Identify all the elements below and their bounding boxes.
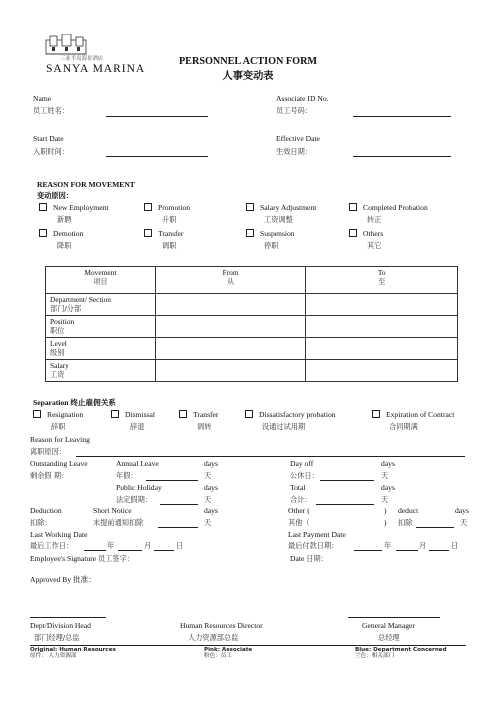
reason-leaving-field[interactable] <box>76 456 465 457</box>
from-cell[interactable] <box>155 360 306 382</box>
short-notice-label-cn: 未提前通知扣除 <box>93 518 144 527</box>
month-label: 月 <box>144 541 152 550</box>
option-transfer[interactable]: Transfer <box>144 229 183 238</box>
column-header-from: From 从 <box>155 267 306 294</box>
option-new-employment[interactable]: New Employment <box>39 203 108 212</box>
public-holiday-field[interactable] <box>160 504 198 505</box>
option-completed-probation[interactable]: Completed Probation <box>349 203 428 212</box>
days-label: days <box>204 459 218 468</box>
option-others[interactable]: Others <box>349 229 383 238</box>
days-label-cn: 天 <box>381 495 389 504</box>
signature-date-label: Date 日期： <box>290 554 328 563</box>
row-label-department: Department/ Section 部门/分部 <box>46 294 156 316</box>
option-suspension-cn: 停职 <box>264 241 279 250</box>
option-demotion-cn: 降职 <box>57 241 72 250</box>
hr-director-label: Human Resources Director <box>180 621 263 630</box>
to-cell[interactable] <box>306 360 458 382</box>
effective-date-field[interactable] <box>353 156 451 157</box>
from-cell[interactable] <box>155 316 306 338</box>
days-label-cn: 天 <box>460 518 468 527</box>
option-salary-adjustment-cn: 工资调整 <box>264 215 293 224</box>
reason-leaving-label-cn: 离职原因： <box>30 447 66 456</box>
option-resignation[interactable]: Resignation <box>33 410 83 419</box>
checkbox[interactable] <box>39 203 47 211</box>
lwd-month-field[interactable] <box>118 550 142 551</box>
other-deduction-label-cn: 其他（ <box>288 518 310 527</box>
days-label: days <box>204 506 218 515</box>
table-header-row <box>46 267 458 294</box>
option-new-employment-cn: 新聘 <box>57 215 72 224</box>
gm-label-cn: 总经理 <box>378 633 400 642</box>
effective-date-label: Effective Date <box>276 134 320 143</box>
to-cell[interactable] <box>306 316 458 338</box>
option-others-cn: 其它 <box>367 241 382 250</box>
row-label-position: Position 职位 <box>46 316 156 338</box>
footer-divider <box>30 645 466 646</box>
days-label: days <box>381 459 395 468</box>
column-header-movement: Movement 项目 <box>46 267 156 294</box>
last-payment-date-label-cn: 最后付款日期： <box>288 541 339 550</box>
option-suspension[interactable]: Suspension <box>246 229 295 238</box>
table-row <box>46 360 458 382</box>
associate-id-field[interactable] <box>353 116 451 117</box>
last-working-date-label: Last Working Date <box>30 530 88 539</box>
gm-signature-line[interactable] <box>348 617 440 618</box>
name-field[interactable] <box>106 116 208 117</box>
checkbox[interactable] <box>33 410 41 418</box>
checkbox[interactable] <box>39 229 47 237</box>
associate-id-label: Associate ID No. <box>276 94 329 103</box>
short-notice-field[interactable] <box>158 527 198 528</box>
option-expiration-contract-cn: 合同期满 <box>389 422 418 431</box>
name-label-cn: 员工姓名： <box>33 106 69 115</box>
deduct-label-cn: 扣除 <box>398 518 413 527</box>
days-label-cn: 天 <box>381 471 389 480</box>
option-sep-transfer[interactable]: Transfer <box>179 410 218 419</box>
dept-head-label-cn: 部门经理/总监 <box>34 633 80 642</box>
checkbox[interactable] <box>349 229 357 237</box>
total-label: Total <box>290 483 306 492</box>
start-date-field[interactable] <box>106 156 208 157</box>
day-off-label: Day off <box>290 459 314 468</box>
total-label-cn: 合计： <box>290 495 312 504</box>
annual-leave-field[interactable] <box>146 480 198 481</box>
footer-pink: Pink: Associate 粉色：员工 <box>204 647 253 660</box>
deduction-label: Deduction <box>30 506 62 515</box>
short-notice-label: Short Notice <box>93 506 132 515</box>
option-salary-adjustment[interactable]: Salary Adjustment <box>246 203 316 212</box>
logo-text: SANYA MARINA <box>46 63 146 75</box>
deduction-label-cn: 扣除： <box>30 518 52 527</box>
option-expiration-contract[interactable]: Expiration of Contract <box>372 410 454 419</box>
start-date-label-cn: 入职时间： <box>33 147 69 156</box>
month-label: 月 <box>419 541 427 550</box>
option-dismissal[interactable]: Dismissal <box>111 410 155 419</box>
day-label: 日 <box>451 541 459 550</box>
hr-director-label-cn: 人力资源部总监 <box>188 633 239 642</box>
days-label-cn: 天 <box>204 471 212 480</box>
checkbox[interactable] <box>179 410 187 418</box>
deduct-days-field[interactable] <box>416 527 454 528</box>
option-resignation-cn: 辞职 <box>51 422 66 431</box>
dept-head-label: Dept/Division Head <box>30 621 91 630</box>
option-demotion[interactable]: Demotion <box>39 229 83 238</box>
day-off-field[interactable] <box>320 480 374 481</box>
days-label-cn: 天 <box>204 495 212 504</box>
row-label-salary: Salary 工资 <box>46 360 156 382</box>
paren-close: ) <box>384 506 387 515</box>
reason-title-cn: 变动原因： <box>37 191 73 200</box>
row-label-level: Level 级别 <box>46 338 156 360</box>
paren-close-cn: ) <box>384 518 387 527</box>
logo-subtitle: 三亚半岛海景酒店 <box>60 56 104 62</box>
employee-signature-label: Employee's Signature 员工签字： <box>30 554 134 563</box>
name-label: Name <box>33 94 52 103</box>
checkbox[interactable] <box>246 203 254 211</box>
from-cell[interactable] <box>155 294 306 316</box>
total-field[interactable] <box>316 504 374 505</box>
day-label: 日 <box>176 541 184 550</box>
approved-by-label: Approved By 批准： <box>30 575 96 584</box>
effective-date-label-cn: 生效日期： <box>276 147 312 156</box>
option-transfer-cn: 调职 <box>162 241 177 250</box>
days-label: days <box>204 483 218 492</box>
deduct-label: deduct <box>398 506 419 515</box>
option-dismissal-cn: 辞退 <box>130 422 145 431</box>
page-title-cn: 人事变动表 <box>222 71 274 82</box>
footer-original: Original: Human Resources 原件： 人力资源部 <box>30 647 116 660</box>
option-completed-probation-cn: 转正 <box>367 215 382 224</box>
table-row <box>46 316 458 338</box>
checkbox[interactable] <box>144 229 152 237</box>
last-payment-date-label: Last Payment Date <box>288 530 346 539</box>
checkbox[interactable] <box>245 410 253 418</box>
start-date-label: Start Date <box>33 134 64 143</box>
public-holiday-label: Public Holiday <box>116 483 162 492</box>
lpd-month-field[interactable] <box>396 550 418 551</box>
days-label: days <box>455 506 469 515</box>
checkbox[interactable] <box>349 203 357 211</box>
outstanding-leave-label: Outstanding Leave <box>30 459 88 468</box>
movement-table <box>45 266 458 382</box>
table-row <box>46 338 458 360</box>
checkbox[interactable] <box>372 410 380 418</box>
option-dissatisfactory-probation[interactable]: Dissatisfactory probation <box>245 410 336 419</box>
option-promotion[interactable]: Promotion <box>144 203 190 212</box>
to-cell[interactable] <box>306 338 458 360</box>
outstanding-leave-label-cn: 剩余假 期: <box>30 471 64 480</box>
from-cell[interactable] <box>155 338 306 360</box>
checkbox[interactable] <box>144 203 152 211</box>
checkbox[interactable] <box>246 229 254 237</box>
lwd-day-field[interactable] <box>154 550 174 551</box>
reason-title: REASON FOR MOVEMENT <box>37 180 135 189</box>
annual-leave-label-cn: 年假： <box>116 471 138 480</box>
days-label: days <box>381 483 395 492</box>
year-label: 年 <box>384 541 392 550</box>
option-sep-transfer-cn: 调转 <box>197 422 212 431</box>
page-title: PERSONNEL ACTION FORM <box>178 56 318 67</box>
lwd-year-field[interactable] <box>84 550 106 551</box>
table-row <box>46 294 458 316</box>
day-off-label-cn: 公休日： <box>290 471 319 480</box>
other-deduction-label: Other ( <box>288 506 310 515</box>
option-dissatisfactory-probation-cn: 没通过试用期 <box>262 422 306 431</box>
dept-head-signature-line[interactable] <box>30 617 106 618</box>
option-promotion-cn: 升职 <box>162 215 177 224</box>
footer-blue: Blue: Department Concerned 兰色：相关部门 <box>355 647 447 660</box>
lpd-day-field[interactable] <box>429 550 449 551</box>
to-cell[interactable] <box>306 294 458 316</box>
separation-title: Separation 终止雇佣关系 <box>33 398 116 407</box>
public-holiday-label-cn: 法定假期： <box>116 495 152 504</box>
gm-label: General Manager <box>362 621 415 630</box>
last-working-date-label-cn: 最后工作日： <box>30 541 74 550</box>
reason-leaving-label: Reason for Leaving <box>30 435 90 444</box>
checkbox[interactable] <box>111 410 119 418</box>
year-label: 年 <box>107 541 115 550</box>
lpd-year-field[interactable] <box>354 550 382 551</box>
column-header-to: To 至 <box>306 267 458 294</box>
associate-id-label-cn: 员工号码： <box>276 106 312 115</box>
annual-leave-label: Annual Leave <box>116 459 159 468</box>
days-label-cn: 天 <box>204 518 212 527</box>
